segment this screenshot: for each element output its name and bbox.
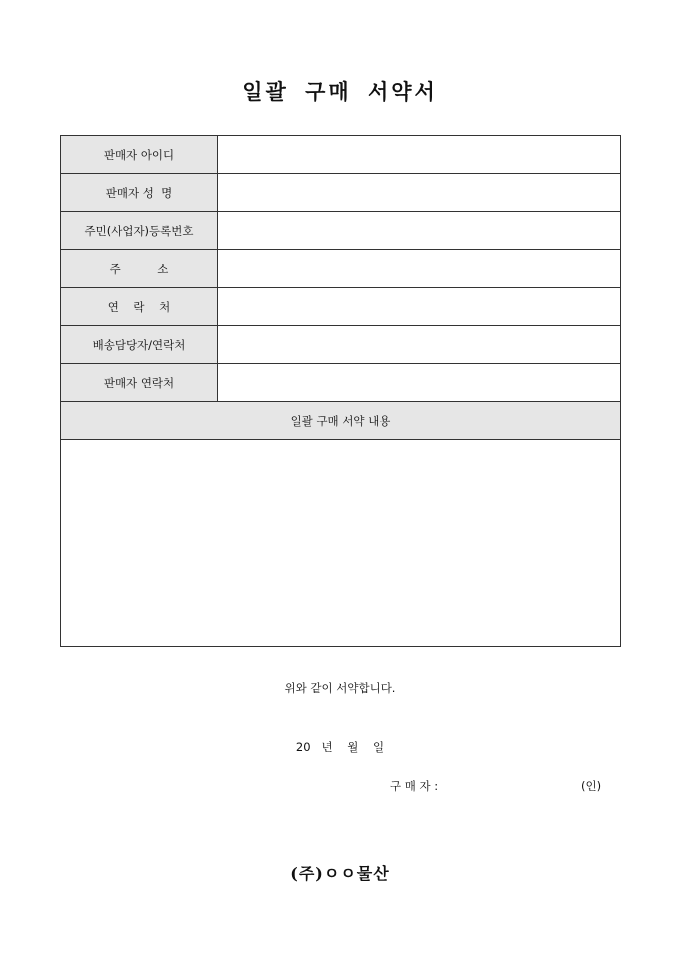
seller-name-field[interactable]	[218, 174, 621, 212]
registration-number-label: 주민(사업자)등록번호	[61, 212, 218, 250]
seller-name-label: 판매자 성 명	[61, 174, 218, 212]
contract-content-row	[61, 440, 621, 647]
address-field[interactable]	[218, 250, 621, 288]
purchase-pledge-form	[60, 135, 621, 647]
form-row-seller-id	[61, 136, 621, 174]
contract-content-area[interactable]	[61, 440, 621, 647]
seller-contact-field[interactable]	[218, 364, 621, 402]
section-header-row	[61, 402, 621, 440]
contact-label: 연 락 처	[61, 288, 218, 326]
buyer-signature-label: 구 매 자 :	[390, 779, 439, 793]
seal-mark: (인)	[581, 779, 602, 793]
contact-field[interactable]	[218, 288, 621, 326]
form-row-delivery-manager	[61, 326, 621, 364]
form-row-seller-contact	[61, 364, 621, 402]
delivery-manager-field[interactable]	[218, 326, 621, 364]
pledge-statement: 위와 같이 서약합니다.	[284, 681, 396, 695]
seller-contact-label: 판매자 연락처	[61, 364, 218, 402]
date-line: 20 년 월 일	[295, 740, 385, 754]
document-title: 일괄 구매 서약서	[242, 79, 438, 104]
form-row-address	[61, 250, 621, 288]
seller-id-field[interactable]	[218, 136, 621, 174]
address-label: 주 소	[61, 250, 218, 288]
seller-id-label: 판매자 아이디	[61, 136, 218, 174]
form-row-seller-name	[61, 174, 621, 212]
section-header: 일괄 구매 서약 내용	[61, 402, 621, 440]
delivery-manager-label: 배송담당자/연락처	[61, 326, 218, 364]
form-row-registration-number	[61, 212, 621, 250]
registration-number-field[interactable]	[218, 212, 621, 250]
form-row-contact	[61, 288, 621, 326]
company-name: (주)ㅇㅇ물산	[290, 864, 390, 883]
